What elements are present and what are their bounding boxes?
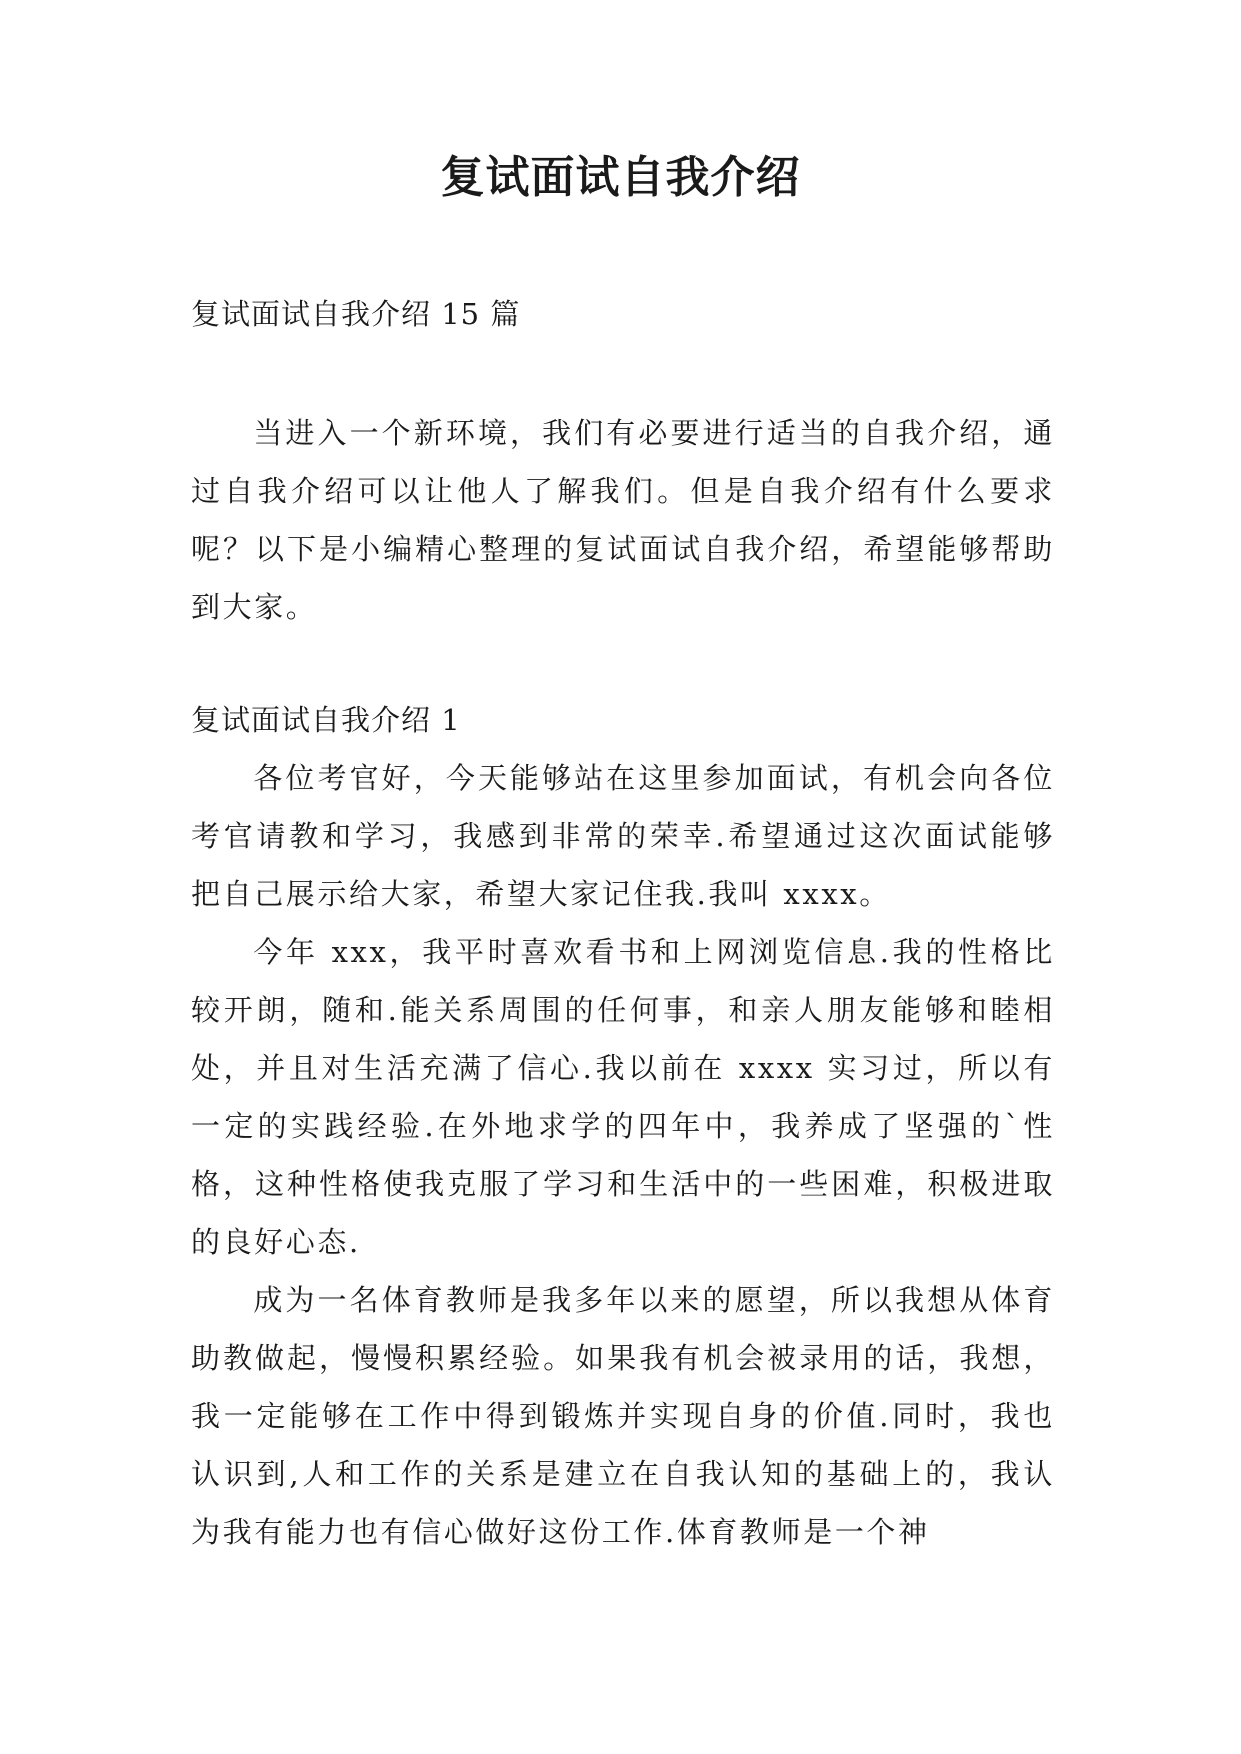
intro-paragraph: 当进入一个新环境，我们有必要进行适当的自我介绍，通过自我介绍可以让他人了解我们。但是自我介绍有什么要求呢？以下是小编精心整理的复试面试自我介绍，希望能够帮助到大家。 <box>191 416 1055 624</box>
intro-block <box>191 404 1055 636</box>
document-title: 复试面试自我介绍 <box>440 152 801 203</box>
section-heading: 复试面试自我介绍 1 <box>191 703 461 737</box>
document-subtitle: 复试面试自我介绍 15 篇 <box>191 297 521 331</box>
section-1 <box>191 691 1055 1561</box>
section-paragraph-1: 各位考官好，今天能够站在这里参加面试，有机会向各位考官请教和学习，我感到非常的荣幸.希望通过这次面试能够把自己展示给大家，希望大家记住我.我叫 xxxx。 <box>191 761 1055 911</box>
section-paragraph-3: 成为一名体育教师是我多年以来的愿望，所以我想从体育助教做起，慢慢积累经验。如果我有机会被录用的话，我想，我一定能够在工作中得到锻炼并实现自身的价值.同时，我也认识到,人和工作的关系是建立在自我认知的基础上的，我认为我有能力也有信心做好这份工作.体育教师是一个神 <box>191 1283 1055 1549</box>
section-paragraph-2: 今年 xxx，我平时喜欢看书和上网浏览信息.我的性格比较开朗，随和.能关系周围的任何事，和亲人朋友能够和睦相处，并且对生活充满了信心.我以前在 xxxx 实习过，所以有一定的实践经验.在外地求学的四年中，我养成了坚强的`性格，这种性格使我克服了学习和生活中的一些困难，积极进取的良好心态. <box>191 935 1055 1259</box>
